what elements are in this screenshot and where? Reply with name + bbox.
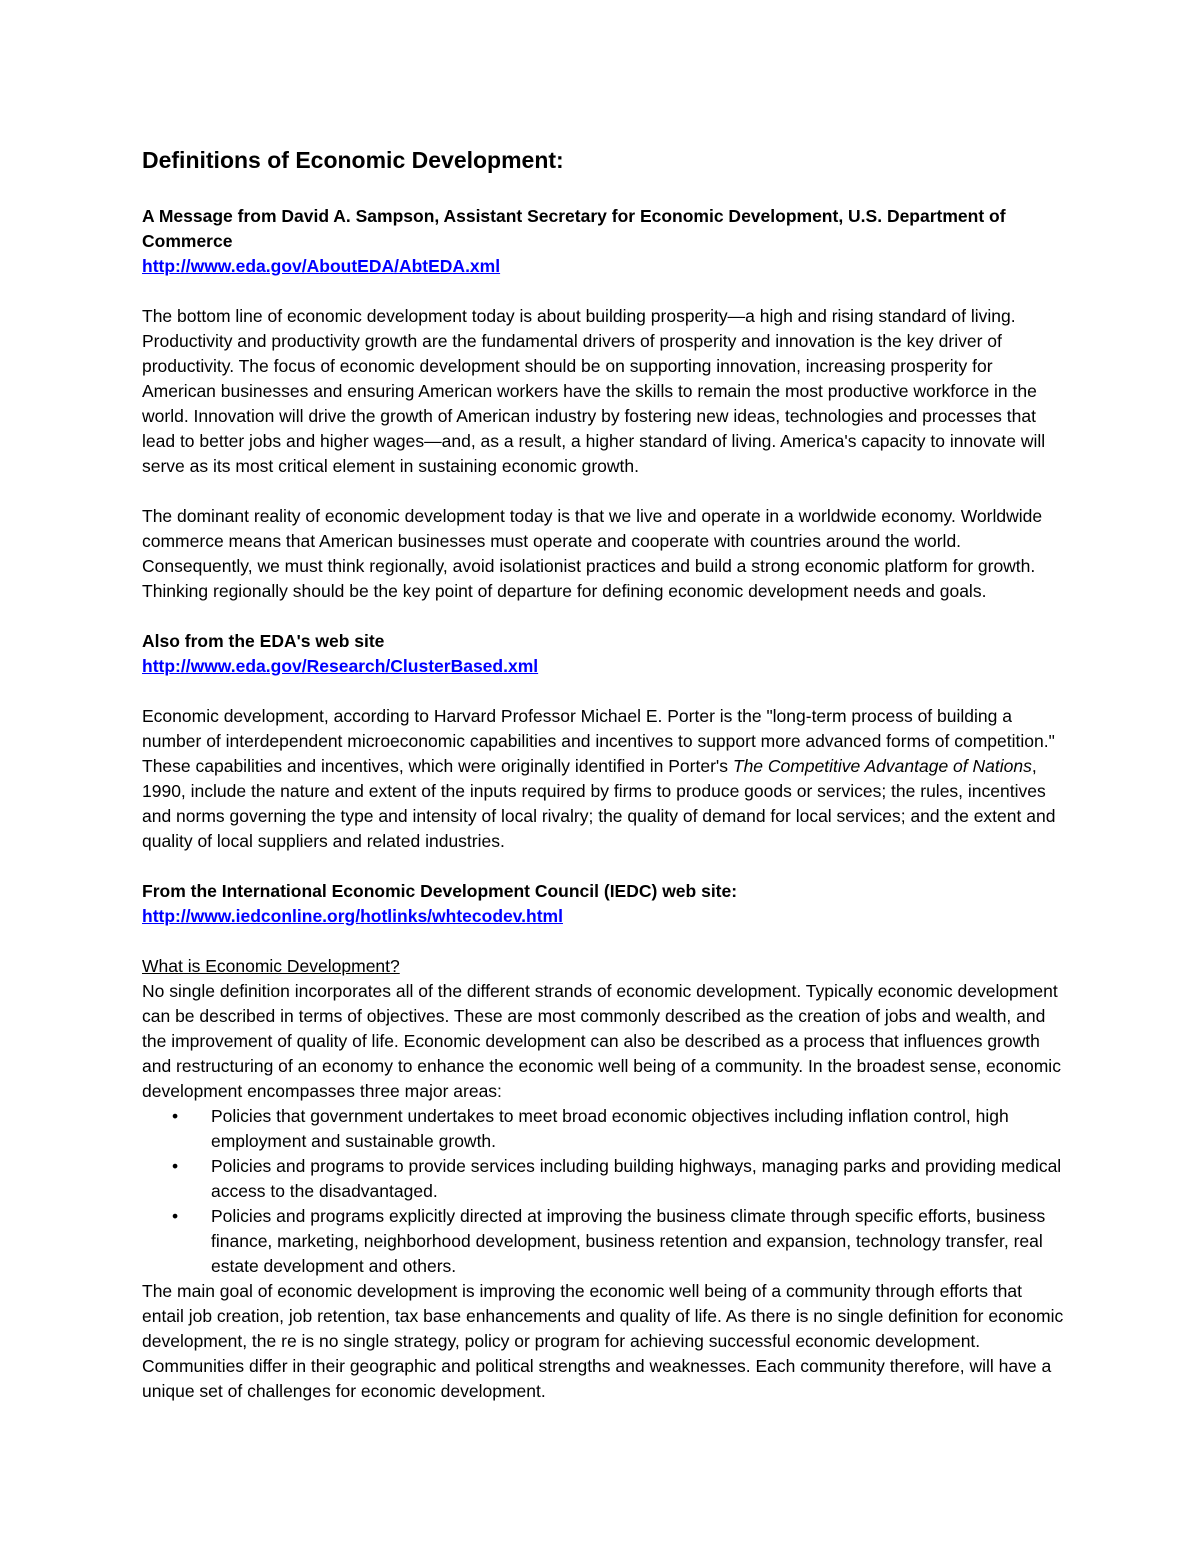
document-page [142,138,1067,1404]
spacer [142,279,1067,304]
document-title: Definitions of Economic Development: [142,147,564,173]
spacer [142,854,1067,879]
section1-paragraph2: The dominant reality of economic development today is that we live and operate in a worldwide economy. Worldwide commerce means that American businesses must operate and cooperate with countries around the world. Consequently, we must think regionally, avoid isolationist practices and build a strong economic platform for growth. Thinking regionally should be the key point of departure for defining economic development needs and goals. [142,506,1043,601]
section3-intro: No single definition incorporates all of the different strands of economic development. Typically economic development can be described in terms of objectives. These are most commonly described as the creation of jobs and wealth, and the improvement of quality of life. Economic development can also be described as a process that influences growth and restructuring of an economy to enhance the economic well being of a community. In the broadest sense, economic development encompasses three major areas: [142,981,1061,1101]
list-item [142,1104,1067,1154]
spacer [142,479,1067,504]
bullet-icon: • [172,1206,179,1226]
section1-link[interactable]: http://www.eda.gov/AboutEDA/AbtEDA.xml [142,256,501,276]
section2-paragraph [142,704,1067,854]
bullet-list [142,1104,1067,1279]
bullet-icon: • [172,1156,179,1176]
list-item [142,1154,1067,1204]
section3-heading: From the International Economic Development Council (IEDC) web site: [142,881,738,901]
list-item [142,1204,1067,1279]
spacer [142,679,1067,704]
list-item-text: Policies and programs to provide services including building highways, managing parks and providing medical access to the disadvantaged. [211,1156,1062,1201]
section3-link[interactable]: http://www.iedconline.org/hotlinks/whtecodev.html [142,906,563,926]
porter-text-part1: Economic development, according to Harvard Professor Michael E. Porter is the "long-term process of building a number of interdependent microeconomic capabilities and incentives to support more advanced forms of competition." These capabilities and incentives, which were originally identified in Porter's [142,706,1055,776]
spacer [142,604,1067,629]
section3-conclusion: The main goal of economic development is improving the economic well being of a community through efforts that entail job creation, job retention, tax base enhancements and quality of life. As there is no single definition for economic development, the re is no single strategy, policy or program for achieving successful economic development. Communities differ in their geographic and political strengths and weaknesses. Each community therefore, will have a unique set of challenges for economic development. [142,1281,1064,1401]
section1-paragraph1: The bottom line of economic development today is about building prosperity—a high and rising standard of living. Productivity and productivity growth are the fundamental drivers of prosperity and innovation is the key driver of productivity. The focus of economic development should be on supporting innovation, increasing prosperity for American businesses and ensuring American workers have the skills to remain the most productive workforce in the world. Innovation will drive the growth of American industry by fostering new ideas, technologies and processes that lead to better jobs and higher wages—and, as a result, a higher standard of living. America's capacity to innovate will serve as its most critical element in sustaining economic growth. [142,306,1046,476]
list-item-text: Policies and programs explicitly directed at improving the business climate through specific efforts, business finance, marketing, neighborhood development, business retention and expansion, technology transfer, real estate development and others. [211,1206,1046,1276]
bullet-icon: • [172,1106,179,1126]
book-title: The Competitive Advantage of Nations [732,756,1032,776]
section1-heading: A Message from David A. Sampson, Assistant Secretary for Economic Development, U.S. Department of Commerce [142,206,1006,251]
section2-heading: Also from the EDA's web site [142,631,385,651]
section2-link[interactable]: http://www.eda.gov/Research/ClusterBased.xml [142,656,539,676]
list-item-text: Policies that government undertakes to meet broad economic objectives including inflation control, high employment and sustainable growth. [211,1106,1009,1151]
spacer [142,929,1067,954]
porter-text-part2: , 1990, include the nature and extent of the inputs required by firms to produce goods or services; the rules, incentives and norms governing the type and intensity of local rivalry; the quality of demand for local services; and the extent and quality of local suppliers and related industries. [142,756,1056,851]
section3-subheading: What is Economic Development? [142,956,400,976]
